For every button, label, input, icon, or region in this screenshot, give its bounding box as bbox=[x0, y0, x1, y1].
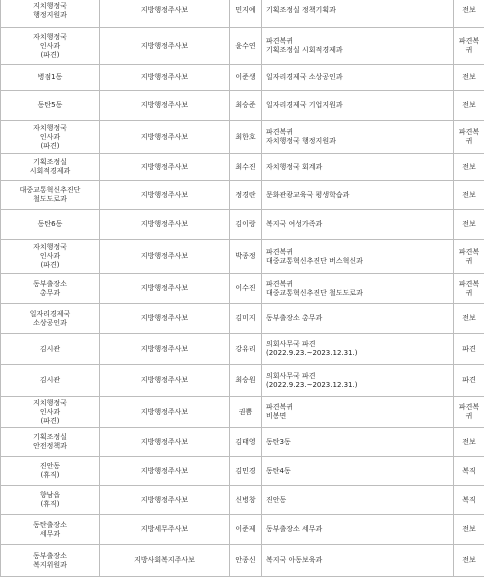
grade-cell: 지방행정주사보 bbox=[100, 65, 230, 91]
previous-department-cell: 동부출장소 총무과 bbox=[1, 274, 100, 304]
table-row bbox=[1, 121, 484, 154]
name-cell: 최승준 bbox=[230, 91, 262, 121]
table-row bbox=[1, 486, 484, 515]
previous-department-cell: 동탄출장소 세무과 bbox=[1, 515, 100, 545]
grade-cell: 지방행정주사보 bbox=[100, 154, 230, 181]
new-assignment-cell: 의회사무국 파견 (2022.9.23.~2023.12.31.) bbox=[262, 365, 454, 397]
grade-cell: 지방행정주사보 bbox=[100, 486, 230, 515]
name-cell: 이수진 bbox=[230, 274, 262, 304]
grade-cell: 지방사회복지주사보 bbox=[100, 545, 230, 577]
name-cell: 김민경 bbox=[230, 457, 262, 486]
name-cell: 김이랑 bbox=[230, 210, 262, 240]
grade-cell: 지방행정주사보 bbox=[100, 210, 230, 240]
previous-department-cell: 일자리경제국 소상공인과 bbox=[1, 304, 100, 334]
table-row bbox=[1, 397, 484, 428]
note-cell: 파견복귀 bbox=[454, 121, 484, 154]
previous-department-cell: 동부출장소 복지위원과 bbox=[1, 545, 100, 577]
previous-department-cell: 기획조정실 시회적경제과 bbox=[1, 154, 100, 181]
table-row bbox=[1, 515, 484, 545]
grade-cell: 지방행정주사보 bbox=[100, 28, 230, 65]
name-cell: 이준생 bbox=[230, 65, 262, 91]
table-row bbox=[1, 181, 484, 210]
name-cell: 최수진 bbox=[230, 154, 262, 181]
previous-department-cell: 지치행정국 행정지원과 bbox=[1, 0, 100, 28]
grade-cell: 지방행정주사보 bbox=[100, 365, 230, 397]
new-assignment-cell: 기획조정실 정책기획과 bbox=[262, 0, 454, 28]
grade-cell: 지방세무주사보 bbox=[100, 515, 230, 545]
new-assignment-cell: 파견복귀 기획조정실 시회적경제과 bbox=[262, 28, 454, 65]
grade-cell: 지방행정주사보 bbox=[100, 240, 230, 274]
note-cell: 전보 bbox=[454, 91, 484, 121]
note-cell: 파견복귀 bbox=[454, 397, 484, 428]
note-cell: 전보 bbox=[454, 154, 484, 181]
new-assignment-cell: 문화관광교육국 평생학습과 bbox=[262, 181, 454, 210]
table-row bbox=[1, 457, 484, 486]
new-assignment-cell: 파견복귀 자치행정국 행정지원과 bbox=[262, 121, 454, 154]
previous-department-cell: 대중교통혁신추진단 철도도로과 bbox=[1, 181, 100, 210]
previous-department-cell: 향남읍 (휴직) bbox=[1, 486, 100, 515]
name-cell: 윤수연 bbox=[230, 28, 262, 65]
note-cell: 파견복귀 bbox=[454, 240, 484, 274]
name-cell: 정경란 bbox=[230, 181, 262, 210]
name-cell: 최한호 bbox=[230, 121, 262, 154]
name-cell: 신병창 bbox=[230, 486, 262, 515]
note-cell: 복직 bbox=[454, 457, 484, 486]
new-assignment-cell: 복지국 여성가족과 bbox=[262, 210, 454, 240]
table-row bbox=[1, 154, 484, 181]
note-cell: 파견 bbox=[454, 365, 484, 397]
new-assignment-cell: 동부출장소 세무과 bbox=[262, 515, 454, 545]
new-assignment-cell: 동탄3동 bbox=[262, 428, 454, 457]
previous-department-cell: 자치행정국 인사과 (파견) bbox=[1, 121, 100, 154]
grade-cell: 지방행정주사보 bbox=[100, 334, 230, 365]
name-cell: 김미지 bbox=[230, 304, 262, 334]
grade-cell: 지방행정주사보 bbox=[100, 397, 230, 428]
note-cell: 전보 bbox=[454, 515, 484, 545]
grade-cell: 지방행정주사보 bbox=[100, 0, 230, 28]
name-cell: 강유리 bbox=[230, 334, 262, 365]
previous-department-cell: 동탄6동 bbox=[1, 210, 100, 240]
table-row bbox=[1, 65, 484, 91]
note-cell: 전보 bbox=[454, 0, 484, 28]
grade-cell: 지방행정주사보 bbox=[100, 91, 230, 121]
new-assignment-cell: 자치행정국 회계과 bbox=[262, 154, 454, 181]
table-row bbox=[1, 428, 484, 457]
grade-cell: 지방행정주사보 bbox=[100, 274, 230, 304]
table-row bbox=[1, 0, 484, 28]
previous-department-cell: 동탄5동 bbox=[1, 91, 100, 121]
table-row bbox=[1, 334, 484, 365]
table-row bbox=[1, 304, 484, 334]
note-cell: 전보 bbox=[454, 181, 484, 210]
name-cell: 김태영 bbox=[230, 428, 262, 457]
grade-cell: 지방행정주사보 bbox=[100, 304, 230, 334]
name-cell: 최승원 bbox=[230, 365, 262, 397]
previous-department-cell: 자치행정국 인사과 (파견) bbox=[1, 28, 100, 65]
table-row bbox=[1, 91, 484, 121]
previous-department-cell: 지치행정국 인사과 (파견) bbox=[1, 397, 100, 428]
note-cell: 전보 bbox=[454, 210, 484, 240]
new-assignment-cell: 일자리경제국 기업지원과 bbox=[262, 91, 454, 121]
table-row bbox=[1, 240, 484, 274]
table-row bbox=[1, 274, 484, 304]
previous-department-cell: 김시관 bbox=[1, 365, 100, 397]
grade-cell: 지방행정주사보 bbox=[100, 181, 230, 210]
new-assignment-cell: 동탄4동 bbox=[262, 457, 454, 486]
note-cell: 전보 bbox=[454, 304, 484, 334]
note-cell: 전보 bbox=[454, 428, 484, 457]
note-cell: 파견 bbox=[454, 334, 484, 365]
name-cell: 박종정 bbox=[230, 240, 262, 274]
new-assignment-cell: 동부출장소 총무과 bbox=[262, 304, 454, 334]
note-cell: 전보 bbox=[454, 545, 484, 577]
table-row bbox=[1, 545, 484, 577]
previous-department-cell: 진안동 (휴직) bbox=[1, 457, 100, 486]
grade-cell: 지방행정주사보 bbox=[100, 457, 230, 486]
grade-cell: 지방행정주사보 bbox=[100, 121, 230, 154]
new-assignment-cell: 의회사무국 파견 (2022.9.23.~2023.12.31.) bbox=[262, 334, 454, 365]
new-assignment-cell: 복지국 아동보육과 bbox=[262, 545, 454, 577]
table-row bbox=[1, 365, 484, 397]
note-cell: 복직 bbox=[454, 486, 484, 515]
grade-cell: 지방행정주사보 bbox=[100, 428, 230, 457]
new-assignment-cell: 파견복귀 대중교통혁신추진단 철도도로과 bbox=[262, 274, 454, 304]
table-row bbox=[1, 210, 484, 240]
new-assignment-cell: 일자리경제국 소상공인과 bbox=[262, 65, 454, 91]
previous-department-cell: 김시관 bbox=[1, 334, 100, 365]
previous-department-cell: 기획조정실 안전정책과 bbox=[1, 428, 100, 457]
name-cell: 권쁨 bbox=[230, 397, 262, 428]
note-cell: 파견복귀 bbox=[454, 28, 484, 65]
previous-department-cell: 병점1동 bbox=[1, 65, 100, 91]
name-cell: 이준제 bbox=[230, 515, 262, 545]
table-row bbox=[1, 28, 484, 65]
name-cell: 민지예 bbox=[230, 0, 262, 28]
note-cell: 파견복귀 bbox=[454, 274, 484, 304]
name-cell: 안종신 bbox=[230, 545, 262, 577]
new-assignment-cell: 파견복귀 비봉면 bbox=[262, 397, 454, 428]
previous-department-cell: 자치행정국 인사과 (파견) bbox=[1, 240, 100, 274]
new-assignment-cell: 파견복귀 대중교통혁신추진단 버스혁신과 bbox=[262, 240, 454, 274]
note-cell: 전보 bbox=[454, 65, 484, 91]
new-assignment-cell: 진안동 bbox=[262, 486, 454, 515]
